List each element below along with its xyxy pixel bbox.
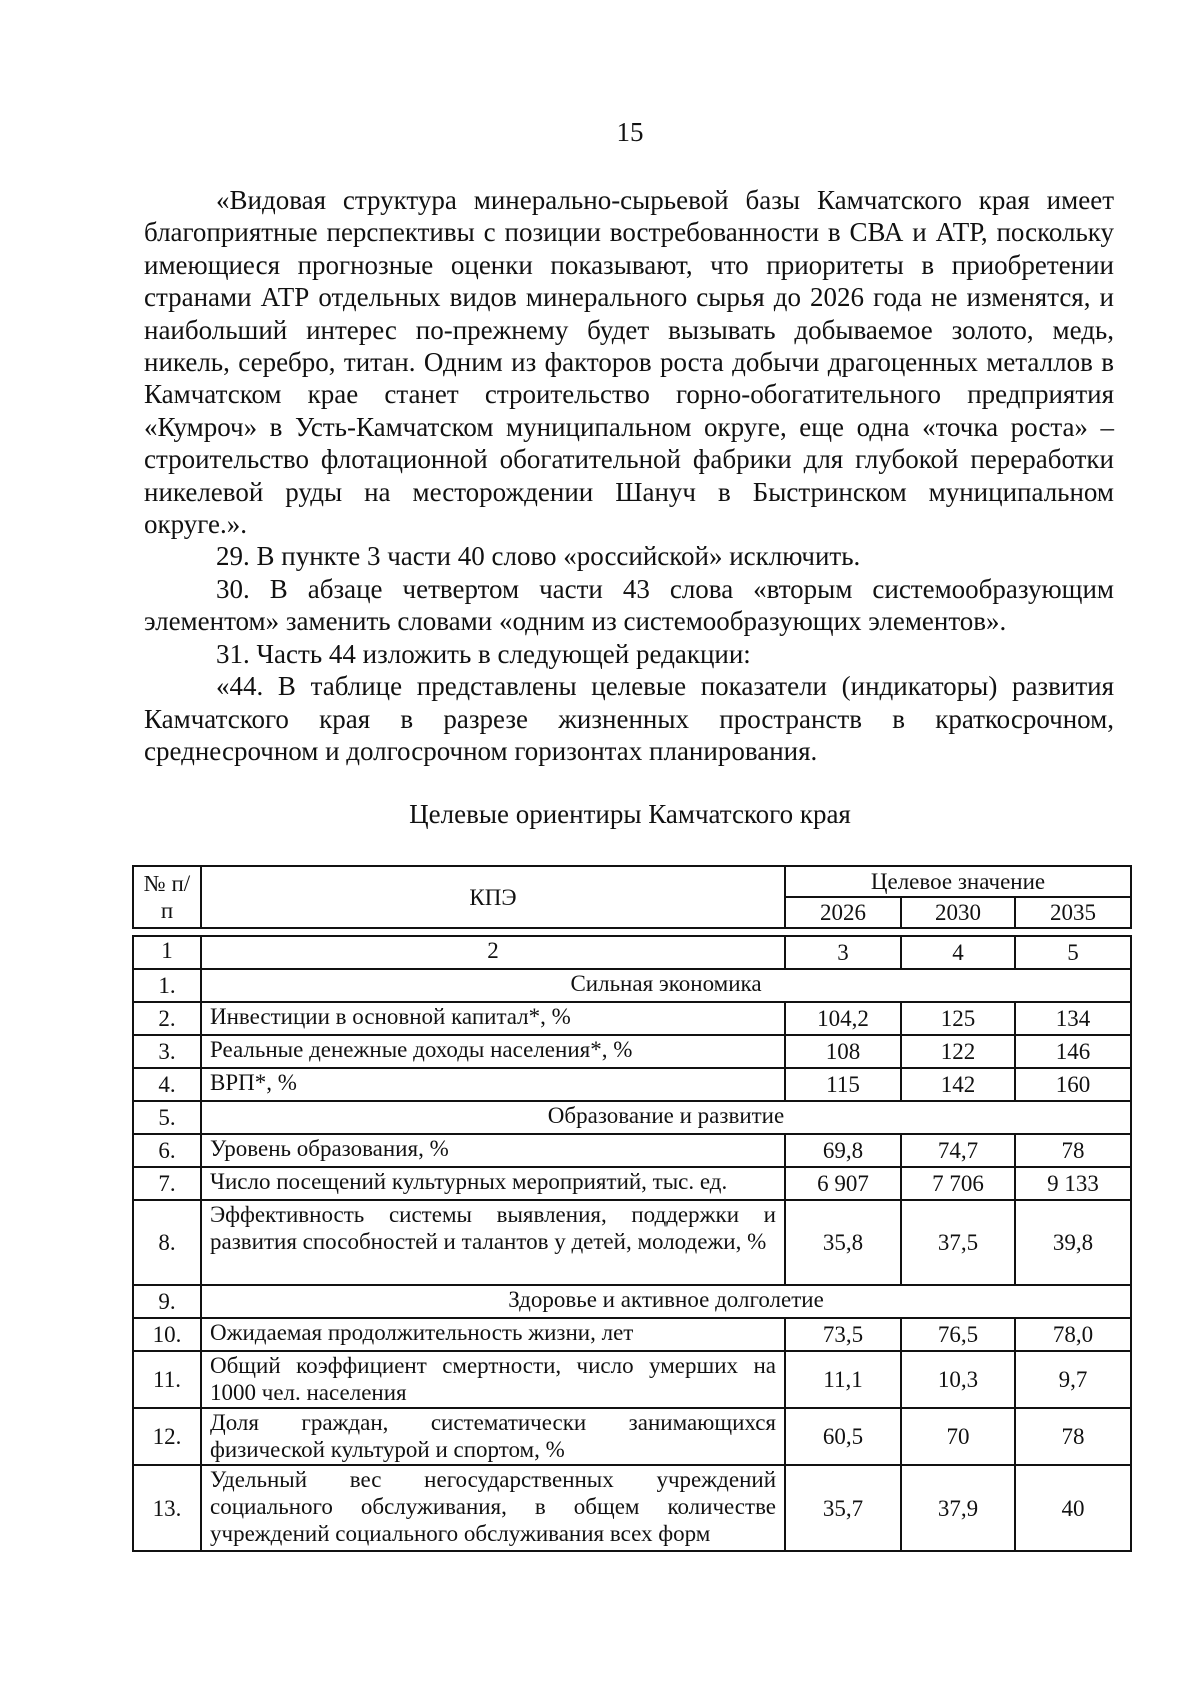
kpi-table-body [133,969,1131,1551]
kpi-value-2030: 37,5 [901,1200,1015,1285]
kpi-value-2026: 108 [785,1035,901,1068]
kpi-value-2026: 35,8 [785,1200,901,1285]
kpi-name: Общий коэффициент смертности, число умерших на 1000 чел. населения [201,1351,785,1408]
row-number: 2. [133,1002,201,1035]
kpi-value-2026: 104,2 [785,1002,901,1035]
kpi-value-2035: 160 [1015,1068,1131,1101]
row-number: 6. [133,1134,201,1167]
kpi-table [132,865,1132,1552]
table-row [133,1351,1131,1408]
paragraph-part-44: «44. В таблице представлены целевые показатели (индикаторы) развития Камчатского края в разрезе жизненных пространств в краткосрочном, среднесрочном и долгосрочном горизонтах планирования. [144,671,1114,766]
section-title: Сильная экономика [201,969,1131,1002]
table-row [133,1408,1131,1465]
header-year-2026: 2026 [785,897,901,928]
table-row [133,1134,1131,1167]
kpi-value-2030: 125 [901,1002,1015,1035]
kpi-value-2035: 78 [1015,1408,1131,1465]
column-number: 1 [133,936,201,969]
row-number: 9. [133,1285,201,1318]
column-number: 5 [1015,936,1131,969]
header-num: № п/п [133,866,201,928]
kpi-value-2030: 70 [901,1408,1015,1465]
column-number: 3 [785,936,901,969]
section-title: Образование и развитие [201,1101,1131,1134]
kpi-value-2035: 40 [1015,1465,1131,1551]
row-number: 7. [133,1167,201,1200]
row-number: 8. [133,1200,201,1285]
kpi-value-2035: 9 133 [1015,1167,1131,1200]
body-text [144,184,1114,767]
header-kpe: КПЭ [201,866,785,928]
row-number: 4. [133,1068,201,1101]
kpi-value-2030: 37,9 [901,1465,1015,1551]
kpi-value-2030: 142 [901,1068,1015,1101]
table-row [133,1465,1131,1551]
paragraph-mineral-base: «Видовая структура минерально-сырьевой базы Камчатского края имеет благоприятные перспективы с позиции востребованности в СВА и АТР, поскольку имеющиеся прогнозные оценки показывают, что приоритеты в приобретении странами АТР отдельных видов минерального сырья до 2026 года не изменятся, и наибольший интерес по-прежнему будет вызывать добываемое золото, медь, никель, серебро, титан. Одним из факторов роста добычи драгоценных металлов в Камчатском крае станет строительство горно-обогатительного предприятия «Кумроч» в Усть-Камчатском муниципальном округе, еще одна «точка роста» – строительство флотационной обогатительной фабрики для глубокой переработки никелевой руды на месторождении Шануч в Быстринском муниципальном округе.». [144,185,1114,540]
section-title: Здоровье и активное долголетие [201,1285,1131,1318]
kpi-name: Ожидаемая продолжительность жизни, лет [201,1318,785,1351]
kpi-value-2026: 69,8 [785,1134,901,1167]
kpi-value-2026: 73,5 [785,1318,901,1351]
table-row [133,1068,1131,1101]
kpi-name: Удельный вес негосударственных учреждений социального обслуживания, в общем количестве учреждений социального обслуживания всех форм [201,1465,785,1551]
kpi-value-2030: 74,7 [901,1134,1015,1167]
kpi-name: ВРП*, % [201,1068,785,1101]
section-row [133,969,1131,1002]
kpi-name: Доля граждан, систематически занимающихся физической культурой и спортом, % [201,1408,785,1465]
kpi-name: Реальные денежные доходы населения*, % [201,1035,785,1068]
paragraph-item-29: 29. В пункте 3 части 40 слово «российской» исключить. [216,541,861,572]
kpi-value-2026: 60,5 [785,1408,901,1465]
kpi-value-2035: 9,7 [1015,1351,1131,1408]
page-number: 15 [616,117,644,147]
kpi-value-2035: 78,0 [1015,1318,1131,1351]
header-target-value: Целевое значение [785,866,1131,897]
row-number: 10. [133,1318,201,1351]
kpi-value-2026: 6 907 [785,1167,901,1200]
kpi-name: Число посещений культурных мероприятий, тыс. ед. [201,1167,785,1200]
kpi-value-2035: 39,8 [1015,1200,1131,1285]
table-gap [133,928,1131,936]
paragraph-item-30: 30. В абзаце четвертом части 43 слова «вторым системообразующим элементом» заменить словами «одним из системообразующих элементов». [144,573,1114,637]
row-number: 13. [133,1465,201,1551]
row-number: 12. [133,1408,201,1465]
kpi-value-2035: 134 [1015,1002,1131,1035]
paragraph-item-31: 31. Часть 44 изложить в следующей редакции: [216,638,751,669]
kpi-name: Эффективность системы выявления, поддержки и развития способностей и талантов у детей, молодежи, % [201,1200,785,1285]
row-number: 3. [133,1035,201,1068]
kpi-value-2030: 10,3 [901,1351,1015,1408]
table-title: Целевые ориентиры Камчатского края [409,799,851,829]
section-row [133,1101,1131,1134]
column-number: 4 [901,936,1015,969]
row-number: 11. [133,1351,201,1408]
table-row [133,1318,1131,1351]
table-row [133,1167,1131,1200]
kpi-value-2030: 76,5 [901,1318,1015,1351]
row-number: 5. [133,1101,201,1134]
kpi-value-2035: 78 [1015,1134,1131,1167]
table-header-row [133,866,1131,897]
header-year-2030: 2030 [901,897,1015,928]
column-number: 2 [201,936,785,969]
table-row [133,1035,1131,1068]
table-row [133,1002,1131,1035]
header-year-2035: 2035 [1015,897,1131,928]
kpi-value-2030: 7 706 [901,1167,1015,1200]
kpi-value-2035: 146 [1015,1035,1131,1068]
kpi-value-2026: 11,1 [785,1351,901,1408]
column-numbers-row [133,936,1131,969]
table-row [133,1200,1131,1285]
row-number: 1. [133,969,201,1002]
kpi-value-2026: 115 [785,1068,901,1101]
kpi-name: Уровень образования, % [201,1134,785,1167]
kpi-value-2030: 122 [901,1035,1015,1068]
kpi-name: Инвестиции в основной капитал*, % [201,1002,785,1035]
kpi-value-2026: 35,7 [785,1465,901,1551]
section-row [133,1285,1131,1318]
